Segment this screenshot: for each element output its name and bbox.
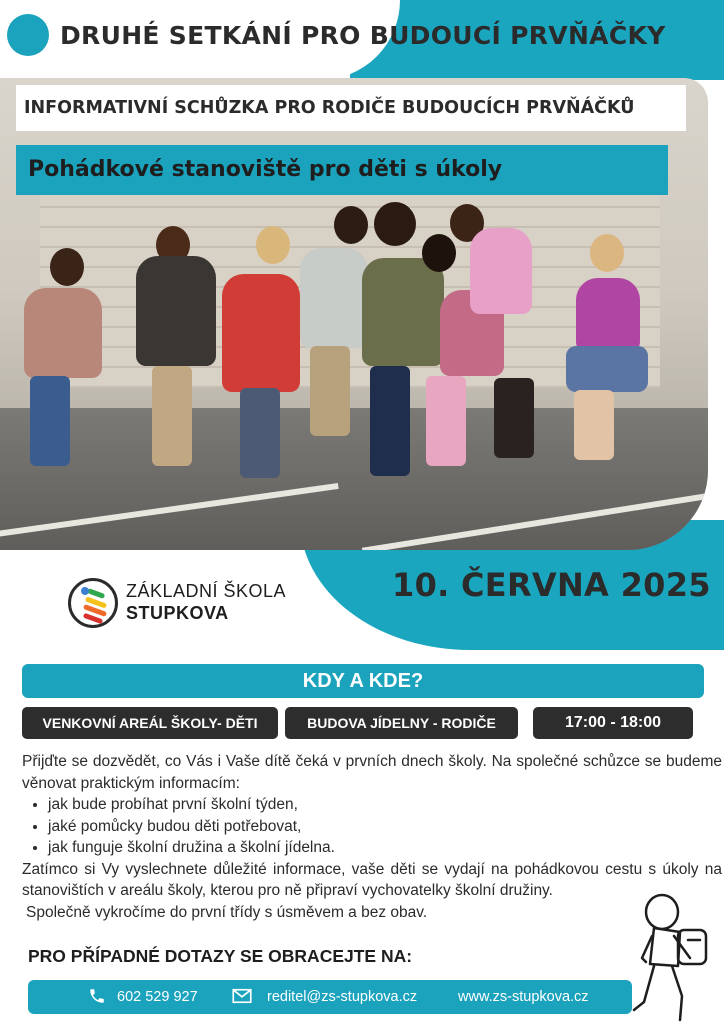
closing-paragraph: Společně vykročíme do první třídy s úsměvem a bez obav.: [26, 903, 428, 921]
time-pill: 17:00 - 18:00: [533, 707, 693, 739]
list-item: • jak bude probíhat první školní týden,: [48, 794, 722, 816]
event-tagline: Pohádkové stanoviště pro děti s úkoly: [16, 145, 668, 195]
intro-paragraph: Přijďte se dozvědět, co Vás i Vaše dítě čeká v prvních dnech školy. Na společné schůzce se budeme věnovat praktickým informacím:: [22, 753, 722, 792]
location-parents-pill: BUDOVA JÍDELNY - RODIČE: [285, 707, 518, 739]
school-name: [126, 580, 286, 624]
location-children-pill: VENKOVNÍ AREÁL ŠKOLY- DĚTI: [22, 707, 278, 739]
email-link[interactable]: reditel@zs-stupkova.cz: [267, 989, 418, 1005]
children-paragraph: Zatímco si Vy vyslechnete důležité informace, vaše děti se vydají na pohádkovou cestu s úkoly na stanovištích v areálu školy, kterou pro ně připraví vychovatelky školní družiny.: [22, 860, 722, 899]
website-link[interactable]: www.zs-stupkova.cz: [458, 989, 589, 1005]
contact-heading: PRO PŘÍPADNÉ DOTAZY SE OBRACEJTE NA:: [28, 946, 413, 966]
walking-child-sketch-icon: [630, 892, 724, 1024]
event-subtitle: INFORMATIVNÍ SCHŮZKA PRO RODIČE BUDOUCÍCH PRVŇÁČKŮ: [16, 85, 686, 131]
phone-icon: [88, 980, 106, 1014]
list-item: • jak funguje školní družina a školní jídelna.: [48, 837, 722, 859]
info-list: [48, 794, 722, 859]
when-where-heading: KDY A KDE?: [22, 664, 704, 698]
header-circle-decoration: [7, 14, 49, 56]
phone-number[interactable]: 602 529 927: [117, 989, 198, 1005]
envelope-icon: [232, 980, 252, 1014]
school-name-line1: ZÁKLADNÍ ŠKOLA: [126, 581, 287, 601]
event-date: 10. ČERVNA 2025: [392, 566, 711, 604]
school-name-line2: STUPKOVA: [126, 603, 229, 623]
list-item: • jaké pomůcky budou děti potřebovat,: [48, 816, 722, 838]
school-logo: [68, 578, 118, 628]
contact-bar: [28, 980, 632, 1014]
body-text: [22, 751, 722, 923]
page-title: DRUHÉ SETKÁNÍ PRO BUDOUCÍ PRVŇÁČKY: [60, 21, 666, 50]
